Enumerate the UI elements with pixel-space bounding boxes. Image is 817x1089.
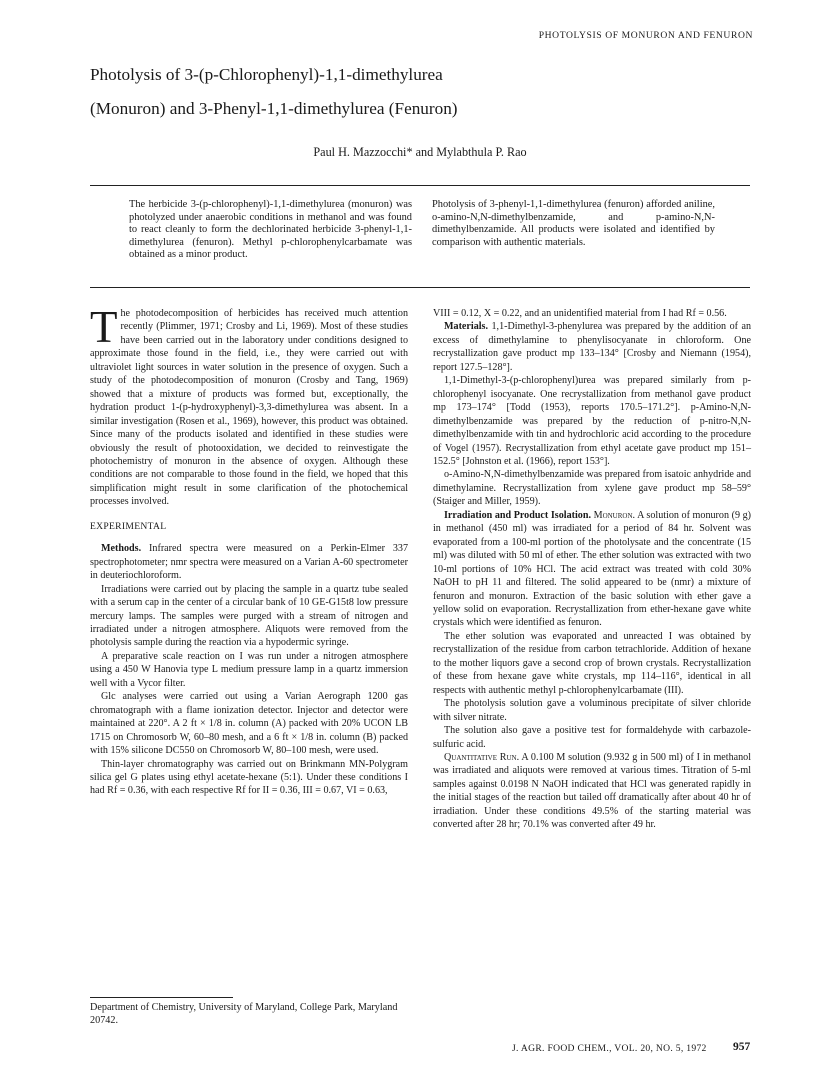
preparative-paragraph: A preparative scale reaction on I was run under a nitrogen atmosphere using a 450 W Hanovia type L medium pressure lamp in a quartz immersion well with a Vycor filter. (90, 650, 408, 689)
formaldehyde-paragraph: The solution also gave a positive test for formaldehyde with carbazole-sulfuric acid. (433, 725, 751, 750)
quantitative-text: A 0.100 M solution (9.932 g in 500 ml) of I in methanol was irradiated and aliquots were removed at various times. Titration of 5-ml samples against 0.0198 N NaOH indicated that HCl was generated rapidly in the initial stages of the reaction but tailed off dramatically after about 40 hr of irradiation. Under these conditions 49.5% of the starting material was converted after 28 hr; 70.1% was converted after 49 hr. (433, 751, 752, 831)
methods-paragraph (90, 542, 408, 582)
photolysis-solution-paragraph: The photolysis solution gave a voluminous precipitate of silver chloride with silver nitrate. (433, 698, 751, 723)
authors: Paul H. Mazzocchi* and Mylabthula P. Rao (313, 145, 527, 159)
methods-heading: Methods. (101, 543, 142, 555)
ether-paragraph: The ether solution was evaporated and unreacted I was obtained by recrystallization of the residue from carbon tetrachloride. Addition of hexane to the mother liquors gave a second crop of brown crystals. Recrystallization of these from hexane gave white crystals, mp 114–116°, identical in all respects with authentic methyl p-chlorophenylcarbamate (III). (433, 630, 751, 696)
tlc-paragraph: Thin-layer chromatography was carried out on Brinkmann MN-Polygram silica gel G plates using ethyl acetate-hexane (5:1). Under these conditions I had Rf = 0.36, with each respective Rf for II = 0.36, III = 0.67, VI = 0.63, (90, 758, 408, 797)
abstract-right: Photolysis of 3-phenyl-1,1-dimethylurea (fenuron) afforded aniline, o-amino-N,N-dimethylbenzamide, and p-amino-N,N-dimethylbenzamide. All products were isolated and identified by comparison with authentic materials. (432, 199, 715, 248)
monuron-subheading: Monuron. (593, 509, 636, 521)
methods-text: Infrared spectra were measured on a Perkin-Elmer 337 spectrophotometer; nmr spectra were measured on a Varian A-60 spectrometer in deuteriochloroform. (90, 543, 408, 582)
drop-cap: T (90, 302, 118, 352)
intro-paragraph (90, 302, 408, 509)
title-line-1: Photolysis of 3-(p-Chlorophenyl)-1,1-dimethylurea (90, 65, 443, 84)
glc-paragraph: Glc analyses were carried out using a Varian Aerograph 1200 gas chromatograph with a flame ionization detector. Injector and detector were maintained at 220°. A 2 ft × 1/8 in. column (A) packed with 20% UCON LB 1715 on Chromosorb W, 60–80 mesh, and a 6 ft × 1/8 in. column (B) packed with 15% silicone DC550 on Chromosorb W, 80–100 mesh, were used. (90, 691, 408, 757)
irradiations-paragraph: Irradiations were carried out by placing the sample in a quartz tube sealed with a serum cap in the center of a circular bank of 10 GE-G15t8 low pressure mercury lamps. The samples were purged with a stream of nitrogen and irradiated under a nitrogen atmosphere. Aliquots were removed from the photolysis sample during the reaction via a hypodermic syringe. (90, 583, 408, 649)
materials-text: 1,1-Dimethyl-3-phenylurea was prepared by the addition of an excess of dimethylamine to phenylisocyanate in chloroform. One recrystallization gave product mp 133–134° [Crosby and Niemann (1954), report 127.5–128°]. (433, 321, 751, 373)
materials-heading: Materials. (444, 321, 489, 333)
quantitative-paragraph (433, 751, 751, 832)
intro-text: he photodecomposition of herbicides has received much attention recently (Plimmer, 1971; Crosby and Li, 1969). Most of these studies have been carried out in the laboratory under conditions designed to approximate those found in the field, i.e., they were carried out with ultraviolet light sources in water solution in the presence of oxygen. Such a study of the photodecomposition of monuron (Crosby and Tang, 1969) showed that a mixture of products was formed but, exceptionally, the hydration product 1-(p-hydroxyphenyl)-3,3-dimethylurea was absent. In a similar investigation (Rosen et al., 1969), however, this product was obtained. Since many of the products isolated and identified in these studies were obviously the result of photooxidation, we decided to reinvestigate the photochemistry of monuron in the absence of oxygen. Although these conditions are not comparable to those found in the field, we hoped that this simplification might result in some clarification of the photochemical processes involved. (90, 308, 408, 508)
footnote-rule (90, 997, 233, 998)
rf-continuation: VIII = 0.12, X = 0.22, and an unidentified material from I had Rf = 0.56. (433, 308, 727, 319)
irradiation-paragraph (433, 509, 751, 630)
left-column (90, 302, 408, 798)
abstract-left: The herbicide 3-(p-chlorophenyl)-1,1-dimethylurea (monuron) was photolyzed under anaerobic conditions in methanol and was found to react cleanly to form the dechlorinated herbicide 3-phenyl-1,1-dimethylurea (fenuron). Methyl p-chlorophenylcarbamate was obtained as a minor product. (129, 199, 412, 260)
right-column (433, 307, 751, 832)
section-heading-experimental: EXPERIMENTAL (90, 520, 167, 532)
materials-paragraph-2: 1,1-Dimethyl-3-(p-chlorophenyl)urea was prepared similarly from p-chlorophenyl isocyanate. One recrystallization from methanol gave product mp 173–174° [Todd (1953), reports 170.5–171.2°]. p-Amino-N,N-dimethylbenzamide was prepared by the reduction of p-nitro-N,N-dimethylbenzamide with tin and hydrochloric acid according to the procedure of Vogel (1957). Recrystallization from ethyl acetate gave product mp 151–152.5° [Johnston et al. (1966), report 153°]. (433, 375, 751, 467)
abstract-top-rule (90, 185, 750, 186)
abstract-bottom-rule (90, 287, 750, 288)
irradiation-heading: Irradiation and Product Isolation. (444, 509, 591, 521)
irradiation-text: A solution of monuron (9 g) in methanol (450 ml) was irradiated for a period of 84 hr. Solvent was evaporated from a 100-ml portion of the photolysate and the concentrate (15 ml) was diluted with 50 ml of ether. The ether solution was extracted with two 10-ml portions of 10% HCl. The acid extract was treated with cold 30% NaOH to pH 11 and filtered. The solid appeared to be (nmr) a mixture of fenuron and monuron. Extraction of the basic solution with ether gave a yellow solid on evaporation. Recrystallization from ether-hexane gave white crystals which were identified as fenuron. (433, 509, 752, 629)
journal-citation: J. AGR. FOOD CHEM., VOL. 20, NO. 5, 1972 (512, 1043, 707, 1054)
materials-paragraph-3: o-Amino-N,N-dimethylbenzamide was prepared from isatoic anhydride and dimethylamine. Recrystallization from xylene gave product mp 58–59° (Staiger and Miller, 1959). (433, 469, 751, 508)
materials-paragraph (433, 320, 751, 374)
page-number: 957 (733, 1041, 751, 1053)
running-head: PHOTOLYSIS OF MONURON AND FENURON (538, 30, 753, 41)
title-line-2: (Monuron) and 3-Phenyl-1,1-dimethylurea (Fenuron) (90, 99, 458, 118)
footnote: Department of Chemistry, University of Maryland, College Park, Maryland 20742. (90, 1002, 398, 1026)
quantitative-heading: Quantitative Run. (444, 751, 520, 763)
